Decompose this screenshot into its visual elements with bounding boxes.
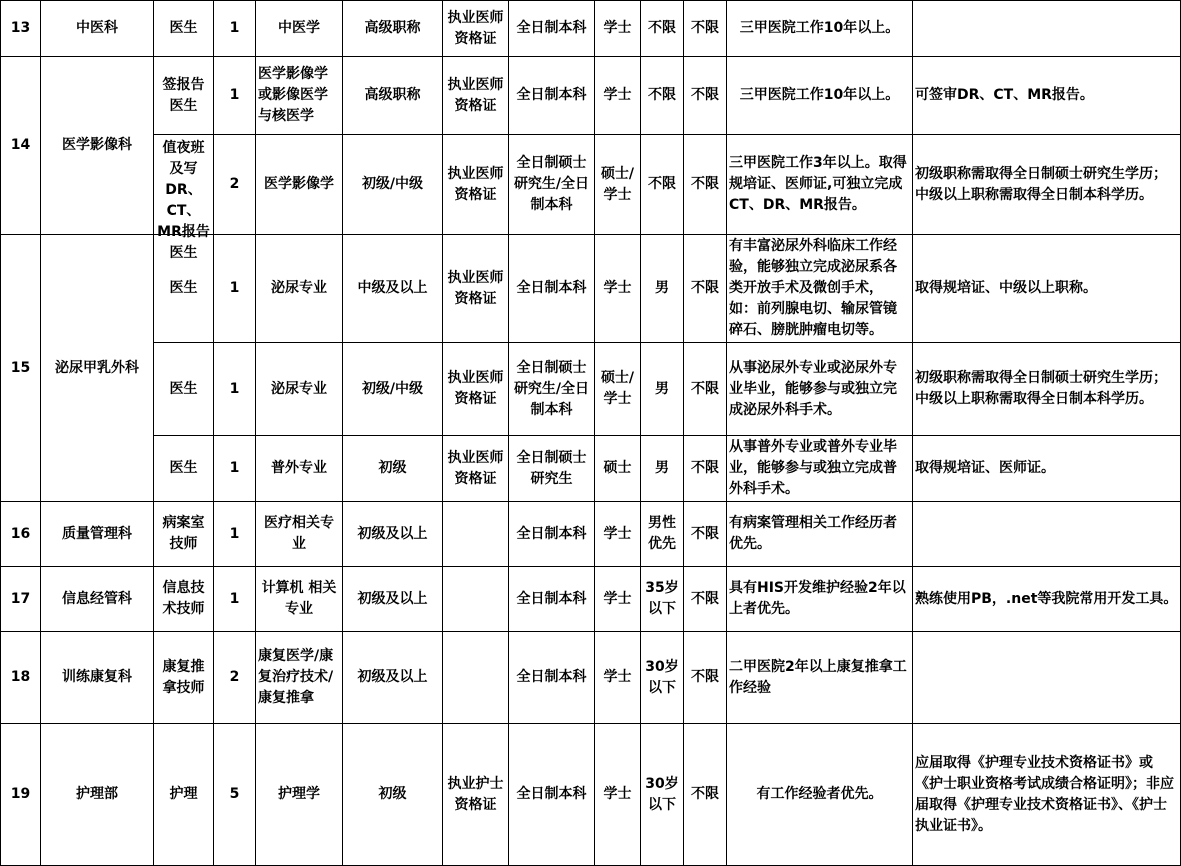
headcount: 1 [214,235,256,343]
certificate: 执业医师资格证 [443,235,509,343]
remark: 应届取得《护理专业技术资格证书》或《护士职业资格考试成绩合格证明》；非应届取得《护理专业技术资格证书》、《护士执业证书》。 [913,724,1181,866]
requirement: 有病案管理相关工作经历者优先。 [727,502,913,567]
department: 信息经管科 [41,567,154,632]
professional-title: 高级职称 [343,57,443,135]
table-row [1,135,1181,235]
position: 康复推拿技师 [154,632,214,724]
education: 全日制本科 [509,235,595,343]
certificate [443,632,509,724]
education: 全日制本科 [509,567,595,632]
position: 信息技术技师 [154,567,214,632]
age-gender: 男 [641,235,684,343]
degree: 硕士/学士 [595,135,641,235]
degree: 学士 [595,1,641,57]
major: 护理学 [256,724,343,866]
row-number: 19 [1,724,41,866]
requirement: 三甲医院工作10年以上。 [727,1,913,57]
department: 护理部 [41,724,154,866]
degree: 学士 [595,502,641,567]
remark: 熟练使用PB，.net等我院常用开发工具。 [913,567,1181,632]
requirement: 从事泌尿外专业或泌尿外专业毕业，能够参与或独立完成泌尿外科手术。 [727,343,913,436]
professional-title: 初级 [343,724,443,866]
education: 全日制硕士研究生/全日制本科 [509,135,595,235]
major: 医学影像学 [256,135,343,235]
major: 普外专业 [256,436,343,502]
table-row [1,567,1181,632]
headcount: 2 [214,632,256,724]
education: 全日制本科 [509,1,595,57]
professional-title: 高级职称 [343,1,443,57]
age-gender: 男 [641,343,684,436]
department: 泌尿甲乳外科 [41,235,154,502]
education: 全日制本科 [509,632,595,724]
other-condition: 不限 [684,135,727,235]
degree: 硕士 [595,436,641,502]
professional-title: 初级/中级 [343,135,443,235]
other-condition: 不限 [684,235,727,343]
requirement: 具有HIS开发维护经验2年以上者优先。 [727,567,913,632]
headcount: 1 [214,1,256,57]
headcount: 1 [214,567,256,632]
professional-title: 初级及以上 [343,567,443,632]
major: 康复医学/康复治疗技术/康复推拿 [256,632,343,724]
certificate: 执业医师资格证 [443,1,509,57]
position: 医生 [154,235,214,343]
requirement: 从事普外专业或普外专业毕业，能够参与或独立完成普外科手术。 [727,436,913,502]
position: 医生 [154,343,214,436]
headcount: 5 [214,724,256,866]
position [154,135,214,261]
major: 泌尿专业 [256,235,343,343]
row-number: 17 [1,567,41,632]
row-number: 14 [1,57,41,235]
other-condition: 不限 [684,436,727,502]
remark: 初级职称需取得全日制硕士研究生学历；中级以上职称需取得全日制本科学历。 [913,135,1181,235]
position: 病案室技师 [154,502,214,567]
professional-title: 中级及以上 [343,235,443,343]
requirement: 有工作经验者优先。 [727,724,913,866]
remark [913,632,1181,724]
age-gender: 不限 [641,1,684,57]
department: 训练康复科 [41,632,154,724]
certificate: 执业护士资格证 [443,724,509,866]
certificate: 执业医师资格证 [443,57,509,135]
education: 全日制硕士研究生 [509,436,595,502]
table-row [1,1,1181,57]
education: 全日制本科 [509,57,595,135]
row-number: 15 [1,235,41,502]
degree: 学士 [595,57,641,135]
department: 医学影像科 [41,57,154,235]
requirement: 三甲医院工作3年以上。取得规培证、医师证,可独立完成CT、DR、MR报告。 [727,135,913,235]
position: 医生 [154,1,214,57]
position: 护理 [154,724,214,866]
age-gender: 35岁以下 [641,567,684,632]
degree: 学士 [595,632,641,724]
degree: 学士 [595,567,641,632]
professional-title: 初级 [343,436,443,502]
headcount: 1 [214,57,256,135]
table-row [1,502,1181,567]
other-condition: 不限 [684,57,727,135]
education: 全日制硕士研究生/全日制本科 [509,343,595,436]
headcount: 1 [214,436,256,502]
certificate: 执业医师资格证 [443,436,509,502]
headcount: 1 [214,502,256,567]
major: 中医学 [256,1,343,57]
table-row [1,343,1181,436]
table-row [1,724,1181,866]
remark [913,502,1181,567]
degree: 学士 [595,724,641,866]
row-number: 13 [1,1,41,57]
remark: 可签审DR、CT、MR报告。 [913,57,1181,135]
row-number: 18 [1,632,41,724]
education: 全日制本科 [509,724,595,866]
education: 全日制本科 [509,502,595,567]
headcount: 2 [214,135,256,235]
age-gender: 不限 [641,135,684,235]
requirement: 三甲医院工作10年以上。 [727,57,913,135]
certificate: 执业医师资格证 [443,343,509,436]
remark: 取得规培证、中级以上职称。 [913,235,1181,343]
degree: 硕士/学士 [595,343,641,436]
major: 医学影像学或影像医学与核医学 [256,57,343,135]
other-condition: 不限 [684,502,727,567]
other-condition: 不限 [684,567,727,632]
other-condition: 不限 [684,632,727,724]
position: 医生 [154,436,214,502]
position-text: 值夜班及写DR、CT、MR报告医生 [157,139,210,261]
department: 质量管理科 [41,502,154,567]
table-row [1,632,1181,724]
major: 医疗相关专业 [256,502,343,567]
table-row [1,436,1181,502]
professional-title: 初级/中级 [343,343,443,436]
age-gender: 男性优先 [641,502,684,567]
professional-title: 初级及以上 [343,502,443,567]
requirement: 有丰富泌尿外科临床工作经验，能够独立完成泌尿系各类开放手术及微创手术，如：前列腺电切、输尿管镜碎石、膀胱肿瘤电切等。 [727,235,913,343]
headcount: 1 [214,343,256,436]
remark [913,1,1181,57]
other-condition: 不限 [684,1,727,57]
remark: 取得规培证、医师证。 [913,436,1181,502]
department: 中医科 [41,1,154,57]
age-gender: 男 [641,436,684,502]
certificate [443,567,509,632]
major: 计算机 相关专业 [256,567,343,632]
other-condition: 不限 [684,343,727,436]
degree: 学士 [595,235,641,343]
position: 签报告医生 [154,57,214,135]
row-number: 16 [1,502,41,567]
table-row [1,57,1181,135]
age-gender: 30岁以下 [641,632,684,724]
major: 泌尿专业 [256,343,343,436]
age-gender: 30岁以下 [641,724,684,866]
certificate: 执业医师资格证 [443,135,509,235]
other-condition: 不限 [684,724,727,866]
remark: 初级职称需取得全日制硕士研究生学历；中级以上职称需取得全日制本科学历。 [913,343,1181,436]
requirement: 二甲医院2年以上康复推拿工作经验 [727,632,913,724]
professional-title: 初级及以上 [343,632,443,724]
age-gender: 不限 [641,57,684,135]
certificate [443,502,509,567]
